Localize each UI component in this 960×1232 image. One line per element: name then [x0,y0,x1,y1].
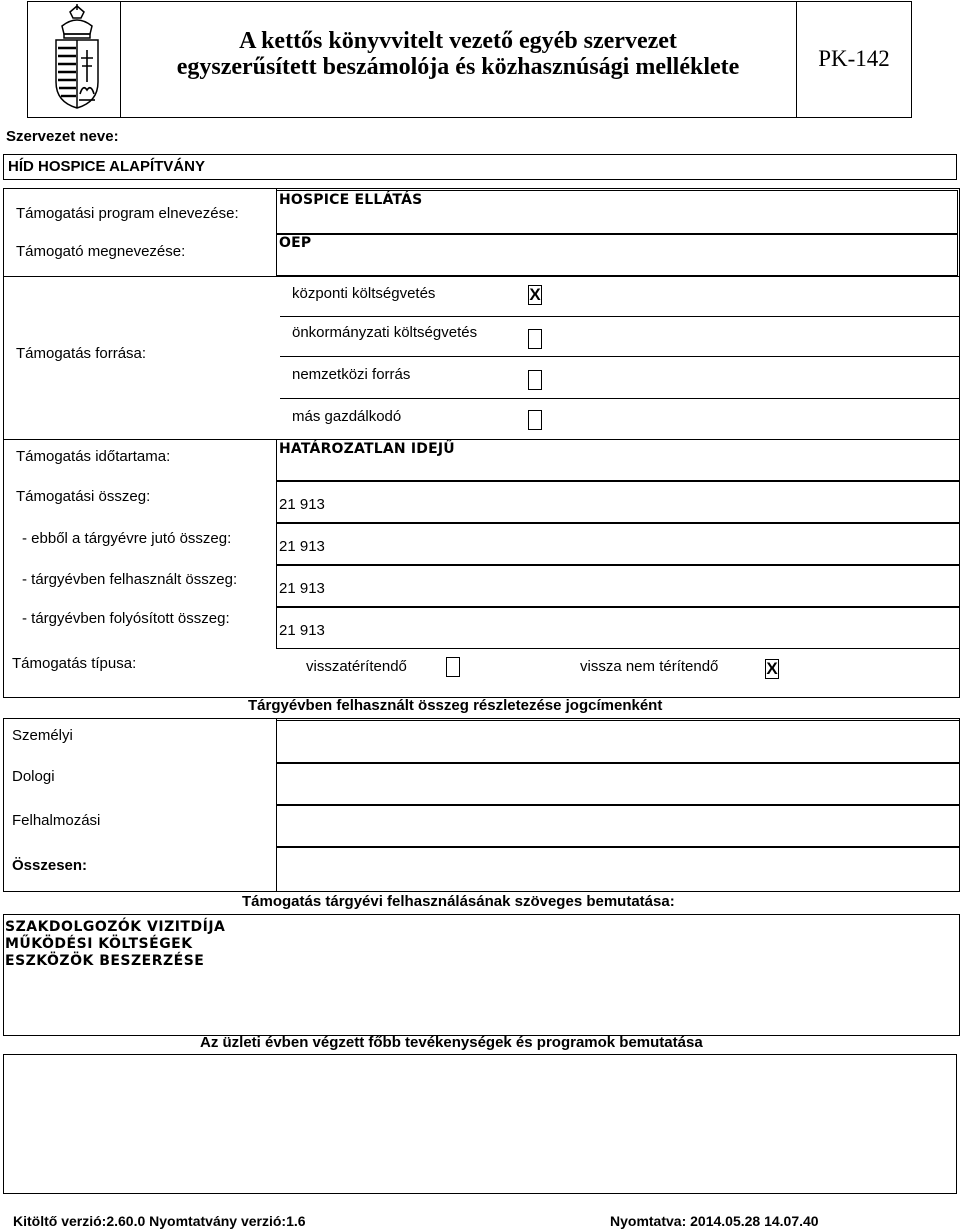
activities-heading: Az üzleti évben végzett főbb tevékenységek és programok bemutatása [200,1034,703,1051]
duration-label: Támogatás időtartama: [16,448,171,465]
type-nonrefundable-checkbox[interactable]: X [766,659,778,678]
usage-line-2: MŰKÖDÉSI KÖLTSÉGEK [5,936,193,952]
title-line-1: A kettős könyvvitelt vezető egyéb szervezet [239,28,677,54]
amount-year-label: - ebből a tárgyévre jutó összeg: [22,530,232,547]
amount-disbursed-field[interactable] [276,607,960,649]
hungarian-coat-of-arms-icon [48,4,106,110]
amount-used-label: - tárgyévben felhasznált összeg: [22,571,238,588]
supporter-field[interactable] [276,234,958,276]
breakdown-total-field[interactable] [276,847,960,892]
breakdown-personal-field[interactable] [276,720,960,763]
form-code: PK-142 [818,46,890,71]
amount-year-field[interactable] [276,523,960,565]
breakdown-material-field[interactable] [276,763,960,805]
support-row-line [3,276,960,277]
source-line-1 [280,316,960,317]
document-title [122,28,794,80]
type-refundable-checkbox[interactable] [446,657,460,677]
breakdown-personal-label: Személyi [12,727,73,744]
source-municipal-label: önkormányzati költségvetés [292,324,478,341]
footer-version: Kitöltő verzió:2.60.0 Nyomtatvány verzió:1.6 [13,1213,306,1229]
supporter-label: Támogató megnevezése: [16,243,186,260]
amount-total-value: 21 913 [279,496,325,513]
usage-line-1: SZAKDOLGOZÓK VIZITDÍJA [5,919,226,935]
duration-value: HATÁROZATLAN IDEJŰ [279,441,455,457]
source-label: Támogatás forrása: [16,345,147,362]
source-central-checkbox[interactable]: X [529,285,541,304]
supporter-value: OEP [279,235,312,251]
usage-heading: Támogatás tárgyévi felhasználásának szöveges bemutatása: [242,893,675,910]
amount-disbursed-label: - tárgyévben folyósított összeg: [22,610,230,627]
source-line-3 [280,398,960,399]
source-central-label: központi költségvetés [292,285,436,302]
amount-total-field[interactable] [276,481,960,523]
breakdown-heading: Tárgyévben felhasznált összeg részletezése jogcímenként [248,697,663,714]
type-nonrefundable-label: vissza nem térítendő [580,658,719,675]
source-international-checkbox[interactable] [528,370,542,390]
type-refundable-label: visszatérítendő [306,658,407,675]
title-line-2: egyszerűsített beszámolója és közhasznúsági melléklete [176,54,740,80]
source-municipal-checkbox[interactable] [528,329,542,349]
program-value: HOSPICE ELLÁTÁS [279,192,423,208]
type-label: Támogatás típusa: [12,655,137,672]
header-divider-right [796,1,797,118]
amount-total-label: Támogatási összeg: [16,488,151,505]
breakdown-accumulation-label: Felhalmozási [12,812,101,829]
amount-year-value: 21 913 [279,538,325,555]
org-name-value: HÍD HOSPICE ALAPÍTVÁNY [8,158,205,175]
footer-printed: Nyomtatva: 2014.05.28 14.07.40 [610,1213,819,1229]
amount-disbursed-value: 21 913 [279,622,325,639]
program-label: Támogatási program elnevezése: [16,205,239,222]
breakdown-accumulation-field[interactable] [276,805,960,847]
source-line-2 [280,356,960,357]
breakdown-material-label: Dologi [12,768,55,785]
breakdown-total-label: Összesen: [12,857,88,874]
amount-used-value: 21 913 [279,580,325,597]
activities-field[interactable] [3,1054,957,1194]
org-name-label: Szervezet neve: [6,128,119,145]
amount-used-field[interactable] [276,565,960,607]
source-other-checkbox[interactable] [528,410,542,430]
usage-line-3: ESZKÖZÖK BESZERZÉSE [5,953,205,969]
header-divider-left [120,1,121,118]
source-international-label: nemzetközi forrás [292,366,411,383]
source-other-label: más gazdálkodó [292,408,402,425]
